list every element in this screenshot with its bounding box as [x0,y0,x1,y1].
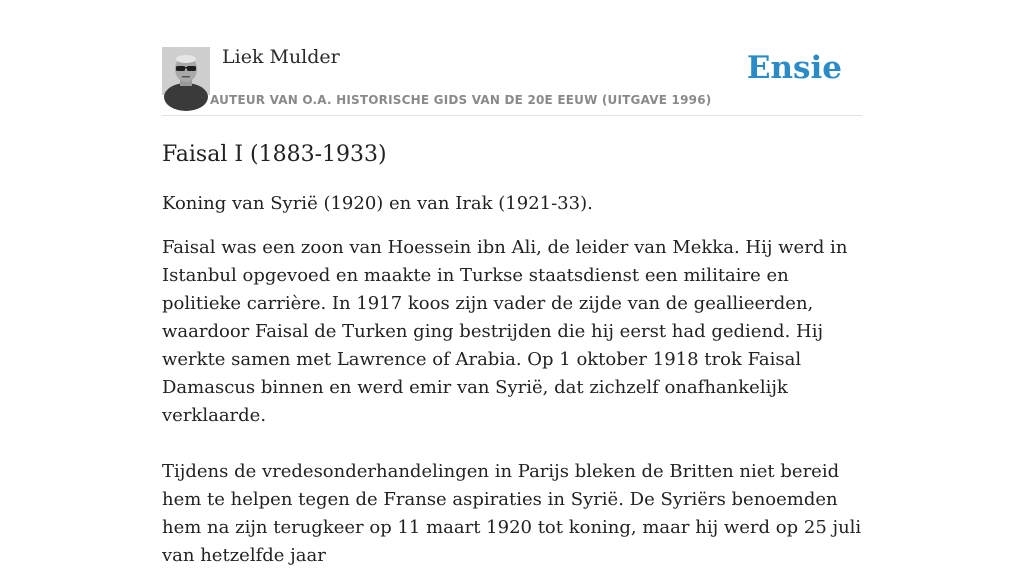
article-paragraph: Tijdens de vredesonderhandelingen in Parijs bleken de Britten niet bereid hem te helpen tegen de Franse aspiraties in Syrië. De Syriërs benoemden hem na zijn terugkeer op 11 maart 1920 tot koning, maar hij werd op 25 juli van hetzelfde jaar [162,461,862,566]
article-subtitle: Koning van Syrië (1920) en van Irak (1921-33). [162,193,593,214]
author-header [162,0,862,116]
avatar-portrait-icon [162,47,210,95]
article-content [162,138,864,570]
author-avatar[interactable] [162,47,210,95]
article-paragraph: Faisal was een zoon van Hoessein ibn Ali, de leider van Mekka. Hij werd in Istanbul opgevoed en maakte in Turkse staatsdienst een militaire en politieke carrière. In 1917 koos zijn vader de zijde van de geallieerden, waardoor Faisal de Turken ging bestrijden die hij eerst had gediend. Hij werkte samen met Lawrence of Arabia. Op 1 oktober 1918 trok Faisal Damascus binnen en werd emir van Syrië, dat zichzelf onafhankelijk verklaarde. [162,237,848,426]
author-bio: AUTEUR VAN O.A. HISTORISCHE GIDS VAN DE 20E EEUW (UITGAVE 1996) [210,93,712,107]
author-name[interactable]: Liek Mulder [222,46,340,68]
article-title: Faisal I (1883-1933) [162,142,387,167]
ensie-logo[interactable]: Ensie [746,50,842,86]
